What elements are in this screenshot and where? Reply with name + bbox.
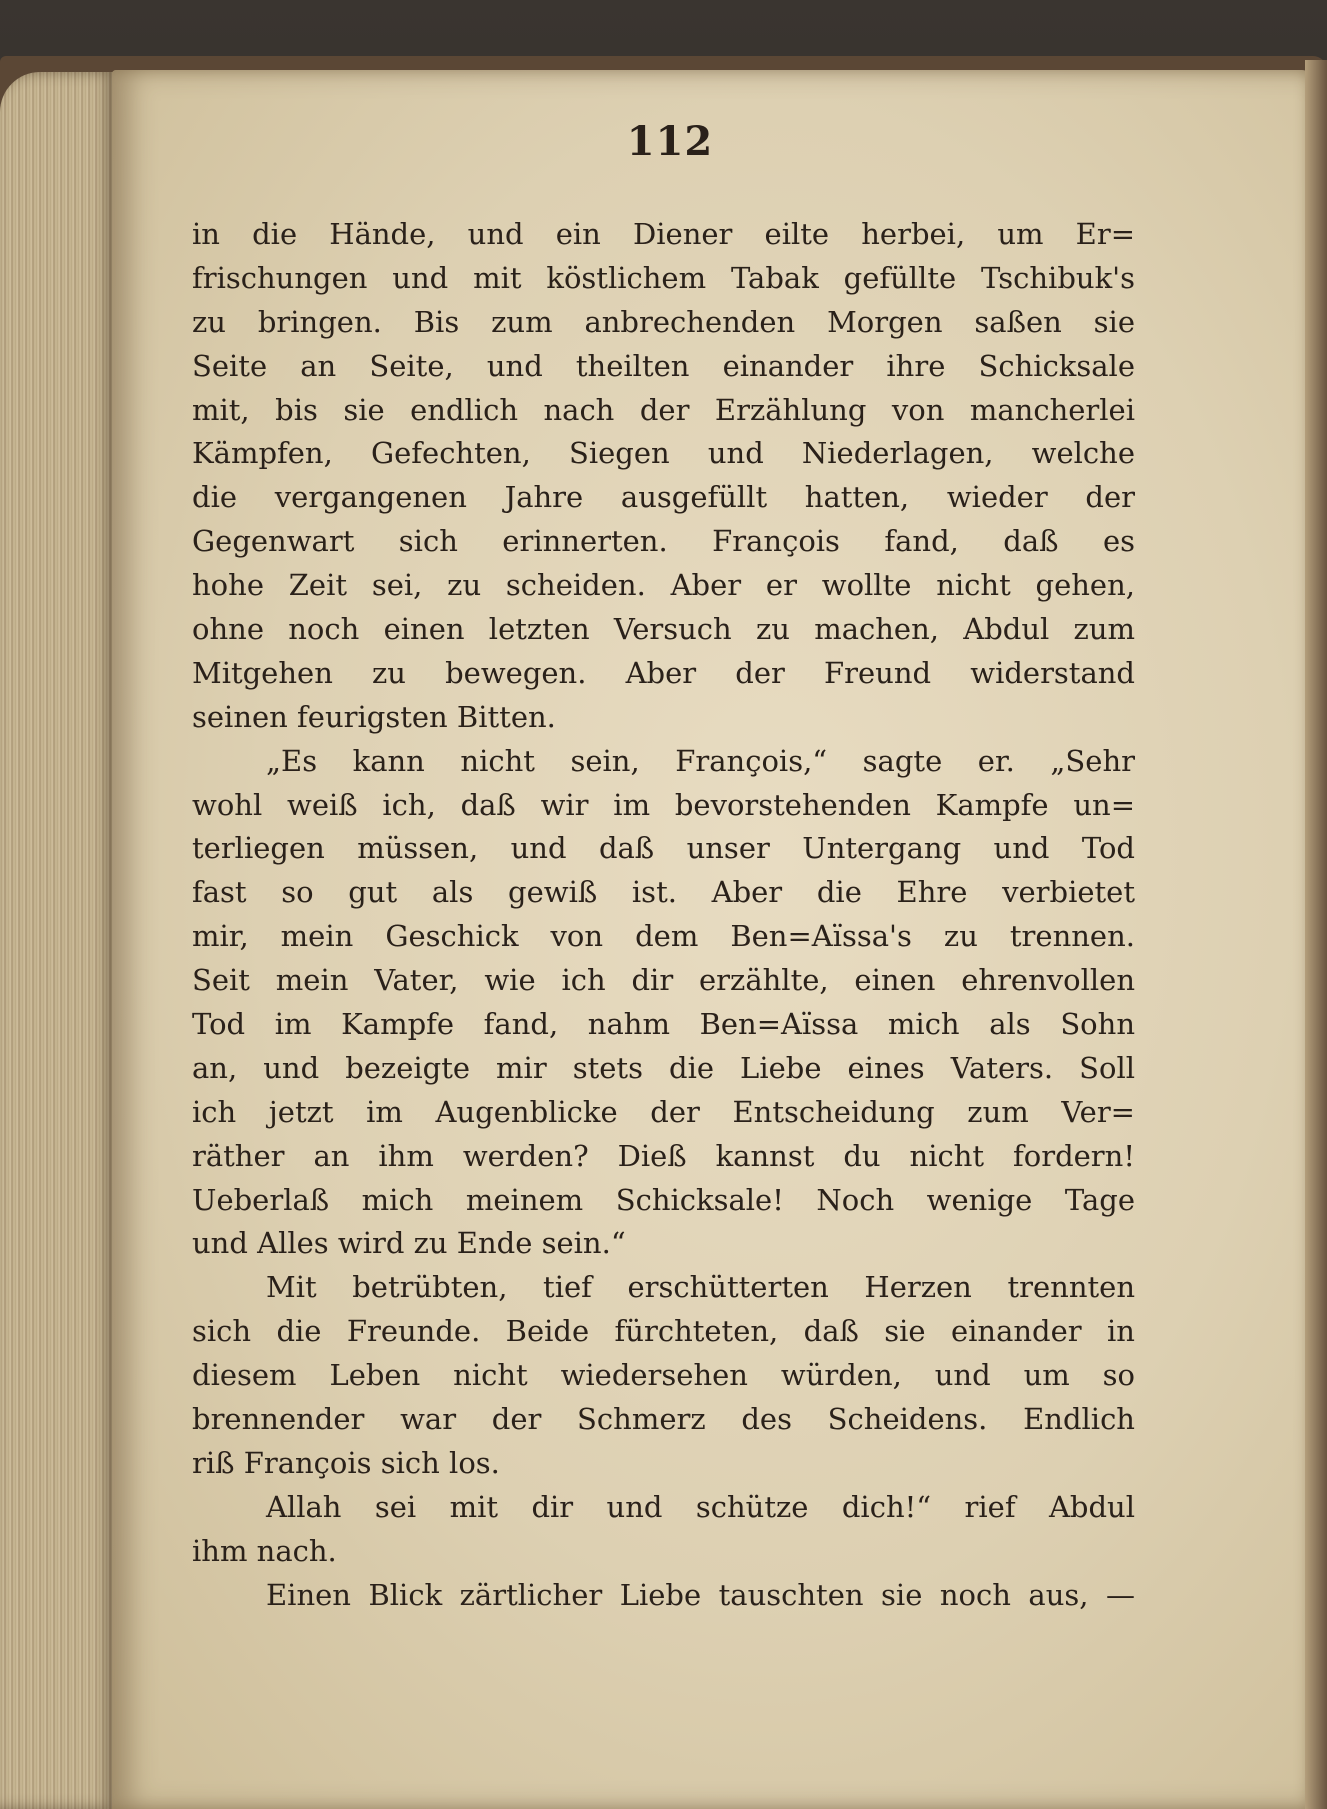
- text-line: fast so gut als gewiß ist. Aber die Ehre verbietet: [192, 875, 1135, 910]
- text-line: wohl weiß ich, daß wir im bevorstehenden Kampfe un=: [192, 787, 1135, 822]
- text-line: terliegen müssen, und daß unser Untergang und Tod: [192, 831, 1135, 866]
- text-line: ich jetzt im Augenblicke der Entscheidung zum Ver=: [192, 1094, 1135, 1129]
- text-line: Seite an Seite, und theilten einander ihre Schicksale: [192, 348, 1135, 383]
- text-line: hohe Zeit sei, zu scheiden. Aber er wollte nicht gehen,: [192, 568, 1135, 603]
- text-line: ihm nach.: [192, 1533, 337, 1568]
- text-line: sich die Freunde. Beide fürchteten, daß sie einander in: [192, 1314, 1135, 1349]
- text-line: mir, mein Geschick von dem Ben=Aïssa's zu trennen.: [192, 919, 1135, 954]
- text-line: zu bringen. Bis zum anbrechenden Morgen saßen sie: [192, 304, 1135, 339]
- text-line: brennender war der Schmerz des Scheidens. Endlich: [192, 1402, 1135, 1437]
- text-line: räther an ihm werden? Dieß kannst du nicht fordern!: [192, 1138, 1135, 1173]
- text-line: frischungen und mit köstlichem Tabak gefüllte Tschibuk's: [192, 260, 1135, 295]
- page-text: [192, 213, 1135, 1618]
- page-edges: [0, 72, 115, 1809]
- text-line: in die Hände, und ein Diener eilte herbei, um Er=: [192, 217, 1135, 251]
- text-line: Einen Blick zärtlicher Liebe tauschten sie noch aus, —: [266, 1577, 1135, 1612]
- text-line: Tod im Kampfe fand, nahm Ben=Aïssa mich als Sohn: [192, 1007, 1135, 1042]
- text-line: Kämpfen, Gefechten, Siegen und Niederlagen, welche: [192, 436, 1135, 471]
- text-line: „Es kann nicht sein, François,“ sagte er. „Sehr: [266, 743, 1135, 778]
- text-line: riß François sich los.: [192, 1445, 500, 1480]
- page-number: 112: [626, 118, 714, 165]
- text-line: und Alles wird zu Ende sein.“: [192, 1226, 626, 1261]
- text-line: ohne noch einen letzten Versuch zu machen, Abdul zum: [192, 612, 1135, 647]
- text-line: Mitgehen zu bewegen. Aber der Freund widerstand: [192, 655, 1135, 690]
- text-line: mit, bis sie endlich nach der Erzählung von mancherlei: [192, 392, 1135, 427]
- text-line: Ueberlaß mich meinem Schicksale! Noch wenige Tage: [192, 1182, 1135, 1217]
- text-line: Allah sei mit dir und schütze dich!“ rief Abdul: [266, 1489, 1135, 1524]
- text-line: Mit betrübten, tief erschütterten Herzen trennten: [266, 1270, 1135, 1305]
- text-line: an, und bezeigte mir stets die Liebe eines Vaters. Soll: [192, 1050, 1135, 1085]
- text-line: Seit mein Vater, wie ich dir erzählte, einen ehrenvollen: [192, 963, 1135, 998]
- text-line: Gegenwart sich erinnerten. François fand, daß es: [192, 524, 1135, 559]
- text-line: diesem Leben nicht wiedersehen würden, und um so: [192, 1358, 1135, 1393]
- book-spine-edge: [1305, 60, 1327, 1809]
- text-line: seinen feurigsten Bitten.: [192, 699, 556, 734]
- text-line: die vergangenen Jahre ausgefüllt hatten, wieder der: [192, 480, 1135, 515]
